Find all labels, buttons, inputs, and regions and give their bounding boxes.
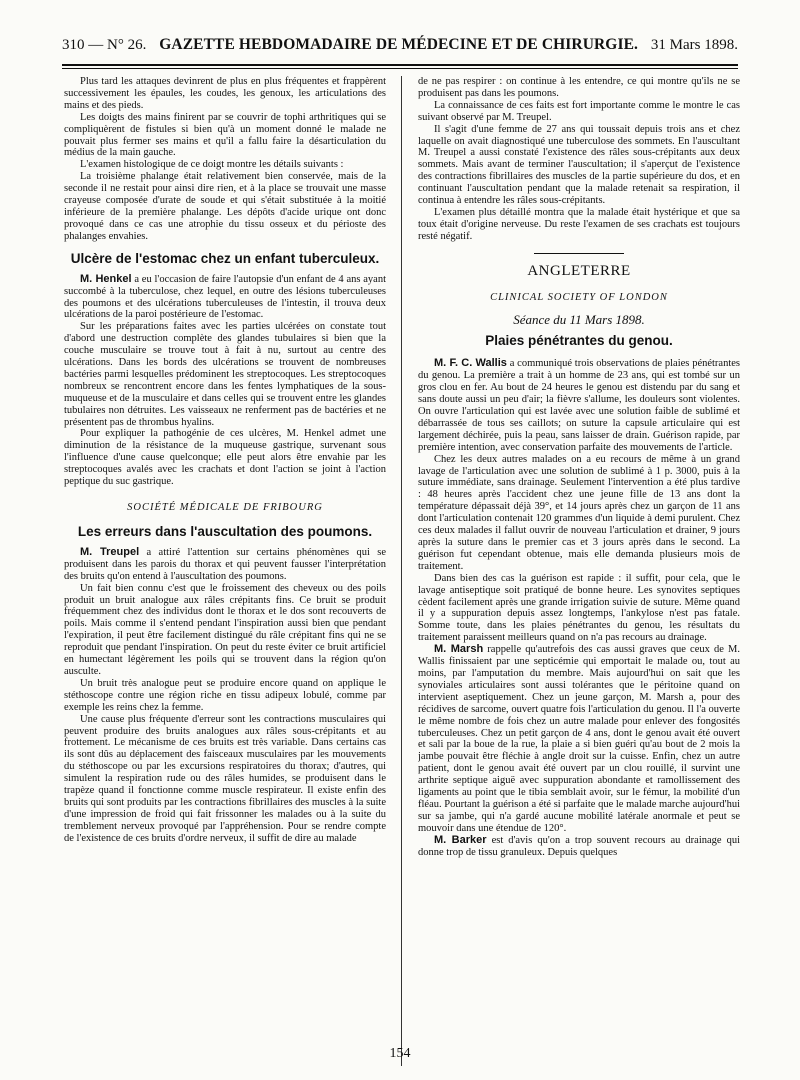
header-date: 31 Mars 1898. xyxy=(650,37,738,53)
author-name: M. Marsh xyxy=(434,643,484,656)
header-page-number: 310 — N° 26. xyxy=(62,37,147,53)
section-heading: Ulcère de l'estomac chez un enfant tuberculeux. xyxy=(70,250,380,266)
society-title: SOCIÉTÉ MÉDICALE DE FRIBOURG xyxy=(127,502,323,513)
author-name: M. Treupel xyxy=(80,545,140,558)
paragraph: Sur les préparations faites avec les parties ulcérées on constate tout d'abord une destruction complète des glandes tubulaires si bien que la couche musculaire se trouve tout à fait à nu, surtout au centre des ulcérations. Dans les bords des ulcérations se trouvent de nombreuses bactéries parmi lesquelles prédominent les streptocoques. Les streptocoques nombreux se rencontrent encore dans les fentes lymphatiques de la sous-muqueuse et de la musculaire et dans celles qui se trouvent entre les glandes tubulaires non détruites. Les vaisseaux ne renferment pas de bactéries et ne présentent pas de thrombus hyalins. xyxy=(64,321,386,428)
header-rule-thin xyxy=(62,68,738,69)
paragraph: Il s'agit d'une femme de 27 ans qui toussait depuis trois ans et chez laquelle on avait diagnostiqué une tuberculose des sommets. En l'auscultant M. Treupel a aussi constaté l'existence des râles sous-crépitants aux deux sommets. Mais avant de terminer l'auscultation; il s'aperçut de l'existence des contractions fibrillaires des muscles de la partie supérieure du dos, et en continuant l'auscultation pendant que la malade retenait sa respiration, il continua à entendre les râles sous-crépitants. xyxy=(418,123,740,207)
paragraph-text: rappelle qu'autrefois des cas aussi graves que ceux de M. Wallis finissaient par une septicémie qui emportait le malade ou, tout au moins, par l'amputation du membre. Mais aujourd'hui on sait que les synoviales articulaires sont aussi tolérantes que le péritoine quand on intervient aseptiquement. Chez un jeune garçon, M. Marsh a, pour des récidives de sarcome, ouvert quatre fois l'articulation du genou. Il l'a ouverte le même nombre de fois chez un autre malade pour enlever des fongosités tuberculeuses. Chez un petit garçon de 4 ans, dont le genou avait été ouvert et sali par la boue de la rue, la plaie a si bien guéri qu'au bout de 2 mois la jambe pouvait être fléchie à angle droit sur la cuisse. Enfin, chez un autre patient, dont le genou avait été ouvert par un clou rouillé, il survint une arthrite septique aiguë avec suppuration abondante et ramollissement des ligaments au point que le tibia semblait avoir, sur le fémur, la mobilité d'un fléau. Pourtant la guérison a été si parfaite que le malade marche aujourd'hui sur sa jambe, qui n'a gardé aucune mobilité latérale anormale et peut se mouvoir dans une étendue de 120°. xyxy=(418,644,740,834)
paragraph-text: a eu l'occasion de faire l'autopsie d'un enfant de 4 ans ayant succombé à la tuberculose, chez lequel, en outre des lésions tuberculeuses des poumons et des ulcérations tuberculeuses de l'intestin, il trouva deux ulcérations de la paroi postérieure de l'estomac. xyxy=(64,273,386,321)
paragraph xyxy=(64,274,386,322)
paragraph-text: a attiré l'attention sur certains phénomènes qui se produisent dans les parois du thorax et qui peuvent fausser l'interprétation des bruits qu'on entend à l'auscultation des poumons. xyxy=(64,546,386,582)
paragraph: Plus tard les attaques devinrent de plus en plus fréquentes et frappèrent successivement les épaules, les coudes, les genoux, les articulations des mains et des pieds. xyxy=(64,76,386,111)
paragraph xyxy=(418,644,740,835)
footer-page-number: 154 xyxy=(389,1046,411,1061)
paragraph: Un fait bien connu c'est que le froissement des cheveux ou des poils produit un bruit analogue aux râles crépitants fins. Ce bruit se produit fréquemment chez des individus dont le thorax et le dos sont recouverts de poils. Mais comme il s'entend pendant l'inspiration aussi bien que pendant l'expiration, il peut être facilement distingué du râle crépitant fins qui ne se reproduit que pendant l'inspiration. On peut du reste éviter ce bruit artificiel en humectant légèrement les poils qui se trouvent dans la région qu'on ausculte. xyxy=(64,582,386,677)
author-name: M. Barker xyxy=(434,833,487,846)
paragraph-text: est d'avis qu'on a trop souvent recours au drainage qui donne trop de tissu granuleux. Depuis quelques xyxy=(418,834,740,858)
paragraph: L'examen plus détaillé montra que la malade était hystérique et que sa toux était d'origine nerveuse. Du reste l'examen de ses crachats est toujours resté négatif. xyxy=(418,206,740,242)
paragraph: Pour expliquer la pathogénie de ces ulcères, M. Henkel admet une diminution de la résistance de la muqueuse gastrique, survenant sous l'influence d'une cause quelconque; elle peut alors être envahie par les streptocoques avalés avec les crachats et dont l'action se joint à l'action peptique du suc gastrique. xyxy=(64,428,386,488)
paragraph: Les doigts des mains finirent par se couvrir de tophi arthritiques qui se compliquèrent de fistules si bien qu'à un moment donné le malade ne pouvait plus fermer ses mains et qu'il a fallu faire la désarticulation du médius de la main gauche. xyxy=(64,111,386,159)
paragraph: Dans bien des cas la guérison est rapide : il suffit, pour cela, que le lavage antiseptique soit pratiqué de bonne heure. Les synovites septiques cèdent facilement après une grande irrigation suivie de suture. Même quand il y a suppuration depuis assez longtemps, l'ankylose n'est pas fatale. Somme toute, dans les plaies pénétrantes du genou, les résultats du traitement paraissent meilleurs quand on n'a pas recours au drainage. xyxy=(418,572,740,644)
right-column xyxy=(418,76,740,1068)
country-heading: ANGLETERRE xyxy=(527,262,631,279)
running-header xyxy=(62,36,738,58)
author-name: M. Henkel xyxy=(80,272,132,285)
paragraph xyxy=(418,835,740,859)
paragraph-text: a communiqué trois observations de plaies pénétrantes du genou. La première a trait à un homme de 23 ans, qui est tombé sur un gros clou en fer. Au bout de 24 heures le genou est distendu par du sang et sans doute aussi un peu d'air; la fièvre s'allume, les douleurs sont violentes. On ouvre l'articulation qui est lavée avec une solution faible de sublimé et débarrassée de tous ses caillots; on suture la capsule articulaire qui est largement déchirée, puis la peau, sans laisser de drain. Guérison rapide, par première intention, avec conservation parfaite des mouvements de l'article. xyxy=(418,358,740,453)
section-heading: Plaies pénétrantes du genou. xyxy=(485,333,673,349)
paragraph xyxy=(64,547,386,583)
paragraph: La troisième phalange était relativement bien conservée, mais de la seconde il ne restait pour ainsi dire rien, et à la place se trouvait une masse crayeuse composée d'urate de soude et qui s'était substituée à la moitié inférieure de la première phalange. Les dépôts d'acide urique ont donc provoqué dans ce cas une atrophie du tissu osseux et du périoste des phalanges envahies. xyxy=(64,171,386,242)
paragraph: de ne pas respirer : on continue à les entendre, ce qui montre qu'ils ne se produisent pas dans les poumons. xyxy=(418,76,740,99)
author-name: M. F. C. Wallis xyxy=(434,357,507,370)
paragraph: Une cause plus fréquente d'erreur sont les contractions musculaires qui peuvent produire des bruits analogues aux râles sous-crépitants et au frottement. Le mécanisme de ces bruits est très variable. Dans certains cas ils sont dûs au déplacement des faisceaux musculaires par les mouvements du stéthoscope ou par les excursions respiratoires du thorax; d'autres, qui simulent la respiration rude ou des râles humides, se produisent dans le trapèze quand il fonctionne comme muscle respirateur. Il existe enfin des bruits qui sont produits par les contractions fibrillaires des muscles à la suite d'une impression de froid qui fait frissonner les malades ou à la suite du tremblement nerveux provoqué par l'appréhension. Pour se rendre compte de l'existence de ces bruits d'ordre nerveux, il suffit de dire au malade xyxy=(64,713,386,844)
society-title: CLINICAL SOCIETY OF LONDON xyxy=(490,291,668,303)
paragraph: Chez les deux autres malades on a eu recours de même à un grand lavage de l'articulation avec une solution de sublimé à 1 p. 3000, puis à la suture immédiate, sans drainage. Seulement l'intervention a été plus tardive : 48 heures après l'accident chez une jeune fille de 13 ans dont la température dépassait déjà 39°, et 14 jours après chez un garçon de 11 ans dont l'articulation contenait 120 grammes d'un liquide à demi purulent. Chez ces deux malades il fallut ouvrir de nouveau l'articulation et drainer, 9 jours après la suture dans le premier cas et 3 jours après dans le second. La guérison fut cependant obtenue, mais elle demanda plusieurs mois de traitement. xyxy=(418,453,740,572)
session-date: Séance du 11 Mars 1898. xyxy=(513,311,645,327)
paragraph: L'examen histologique de ce doigt montre les détails suivants : xyxy=(80,159,344,171)
column-divider xyxy=(401,76,402,1066)
header-rule xyxy=(62,64,738,66)
journal-title: GAZETTE HEBDOMADAIRE DE MÉDECINE ET DE CHIRURGIE. xyxy=(159,36,638,53)
left-column xyxy=(64,76,386,1068)
paragraph xyxy=(418,358,740,453)
section-heading: Les erreurs dans l'auscultation des poumons. xyxy=(77,523,373,539)
paragraph: Un bruit très analogue peut se produire encore quand on applique le stéthoscope contre une région riche en tissu adipeux lobulé, comme par exemple les reins chez la femme. xyxy=(64,677,386,713)
paragraph: La connaissance de ces faits est fort importante comme le montre le cas suivant observé par M. Treupel. xyxy=(418,99,740,123)
section-rule xyxy=(534,253,624,254)
